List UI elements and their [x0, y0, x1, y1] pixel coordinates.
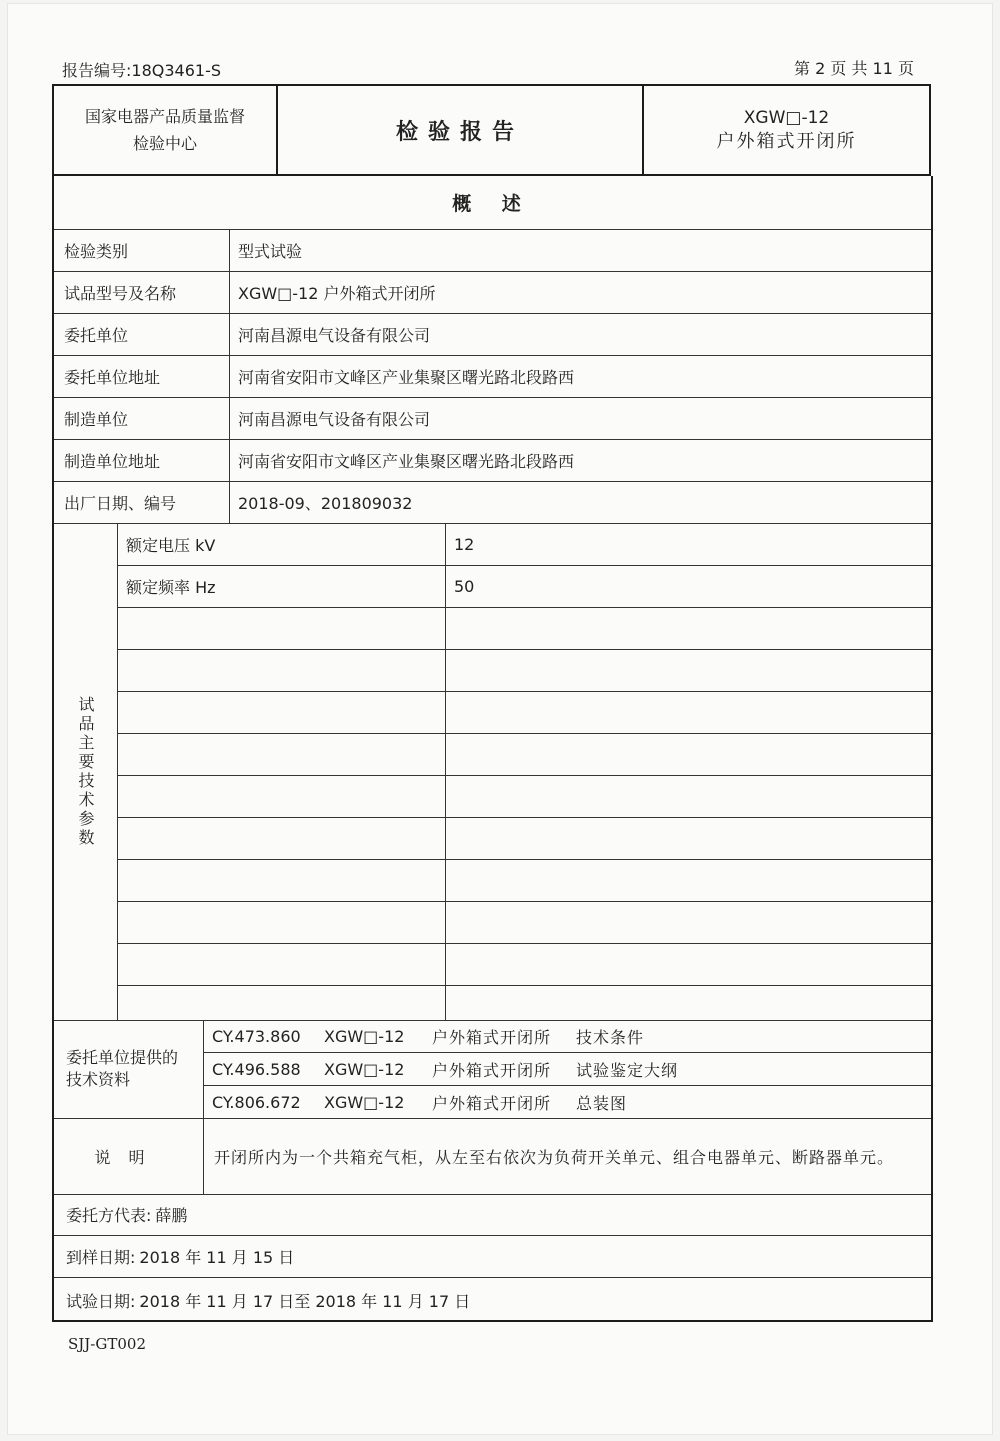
test-date-row: 试验日期: 2018 年 11 月 17 日至 2018 年 11 月 17 日 — [66, 1291, 471, 1311]
doc-title: 检验报告 — [278, 86, 644, 174]
report-number-value: 18Q3461-S — [131, 61, 222, 80]
overview-table — [52, 176, 933, 1322]
tech-doc-item: CY.806.672 XGW□-12 户外箱式开闭所 总装图 — [212, 1092, 628, 1113]
tech-params-block — [54, 524, 931, 1021]
param-row-empty — [118, 734, 931, 776]
arrival-date-row: 到样日期: 2018 年 11 月 15 日 — [54, 1236, 931, 1278]
param-row-empty — [118, 818, 931, 860]
tech-doc-item: CY.473.860 XGW□-12 户外箱式开闭所 技术条件 — [204, 1020, 931, 1053]
param-row-empty — [118, 776, 931, 818]
product-title: XGW□-12 户外箱式开闭所 — [716, 108, 857, 152]
field-row: 制造单位地址 河南省安阳市文峰区产业集聚区曙光路北段路西 — [54, 440, 931, 482]
field-row: 试品型号及名称 XGW□-12 户外箱式开闭所 — [54, 272, 931, 314]
org-name: 国家电器产品质量监督 检验中心 — [54, 86, 278, 174]
param-row-empty — [118, 986, 931, 1020]
field-row: 检验类别 型式试验 — [54, 230, 931, 272]
param-row-empty — [118, 650, 931, 692]
param-row-empty — [118, 902, 931, 944]
tech-params-label: 试品主要技术参数 — [54, 524, 118, 1020]
param-row: 额定电压 kV 12 — [118, 524, 931, 566]
notes-label: 说明 — [54, 1118, 204, 1194]
section-title: 概 述 — [54, 176, 931, 230]
param-row: 额定频率 Hz 50 — [118, 566, 931, 608]
param-row-empty — [118, 860, 931, 902]
title-block — [52, 84, 931, 176]
notes-text: 开闭所内为一个共箱充气柜，从左至右依次为负荷开关单元、组合电器单元、断路器单元。 — [214, 1147, 895, 1167]
param-row-empty — [118, 692, 931, 734]
notes-block — [54, 1118, 931, 1195]
param-row-empty — [118, 608, 931, 650]
tech-docs-label: 委托单位提供的 技术资料 — [54, 1020, 204, 1118]
field-row: 出厂日期、编号 2018-09、201809032 — [54, 482, 931, 524]
report-number: 报告编号:18Q3461-S — [62, 61, 222, 80]
field-row: 委托单位 河南昌源电气设备有限公司 — [54, 314, 931, 356]
form-code: SJJ-GT002 — [68, 1335, 146, 1353]
tech-doc-item: CY.496.588 XGW□-12 户外箱式开闭所 试验鉴定大纲 — [204, 1053, 931, 1086]
field-row: 委托单位地址 河南省安阳市文峰区产业集聚区曙光路北段路西 — [54, 356, 931, 398]
page-info: 第 2 页 共 11 页 — [794, 59, 914, 78]
field-row: 制造单位 河南昌源电气设备有限公司 — [54, 398, 931, 440]
representative-row: 委托方代表: 薛鹏 — [54, 1194, 931, 1236]
tech-docs-block — [54, 1020, 931, 1119]
param-row-empty — [118, 944, 931, 986]
